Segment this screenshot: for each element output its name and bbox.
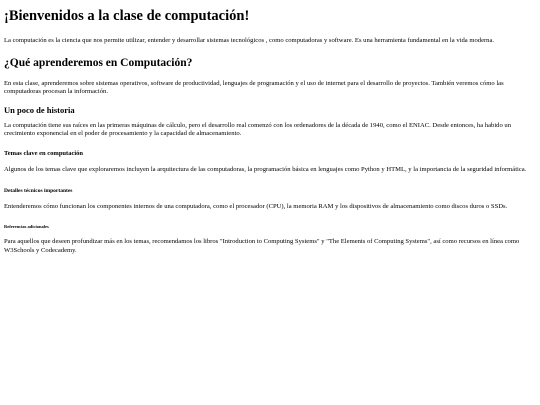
intro-paragraph: La computación es la ciencia que nos permite utilizar, entender y desarrollar sistemas tecnológicos , como computadoras y software. Es una herramienta fundamental en la vida moderna.	[4, 37, 495, 44]
history-paragraph: La computación tiene sus raíces en las primeras máquinas de cálculo, pero el desarrollo real comenzó con los ordenadores de la década de 1940, como el ENIAC. Desde entonces, ha habido un crecimiento exponencial en el poder de procesamiento y la capacidad de almacenamiento.	[4, 121, 511, 138]
learn-paragraph: En esta clase, aprenderemos sobre sistemas operativos, software de productividad, lenguajes de programación y el uso de internet para el desarrollo de proyectos. También veremos cómo las computadoras procesan la información.	[4, 79, 504, 96]
references-heading: Referencias adicionales	[4, 224, 49, 230]
references-paragraph: Para aquellos que deseen profundizar más en los temas, recomendamos los libros "Introduction to Computing Systems" y "The Elements of Computing Systems", así como recursos en línea como W3Schools y Codecademy.	[4, 238, 520, 254]
learn-heading: ¿Qué aprenderemos en Computación?	[4, 56, 193, 69]
history-heading: Un poco de historia	[4, 104, 75, 115]
details-heading: Detalles técnicos importantes	[4, 187, 73, 194]
topics-paragraph: Algunos de los temas clave que exploraremos incluyen la arquitectura de las computadoras, la programación básica en lenguajes como Python y HTML, y la importancia de la seguridad informática.	[4, 165, 527, 173]
topics-heading: Temas clave en computación	[4, 149, 84, 157]
page-title: ¡Bienvenidos a la clase de computación!	[4, 8, 250, 24]
details-paragraph: Entenderemos cómo funcionan los componentes internos de una computadora, como el procesador (CPU), la memoria RAM y los dispositivos de almacenamiento como discos duros o SSDs.	[4, 202, 508, 210]
